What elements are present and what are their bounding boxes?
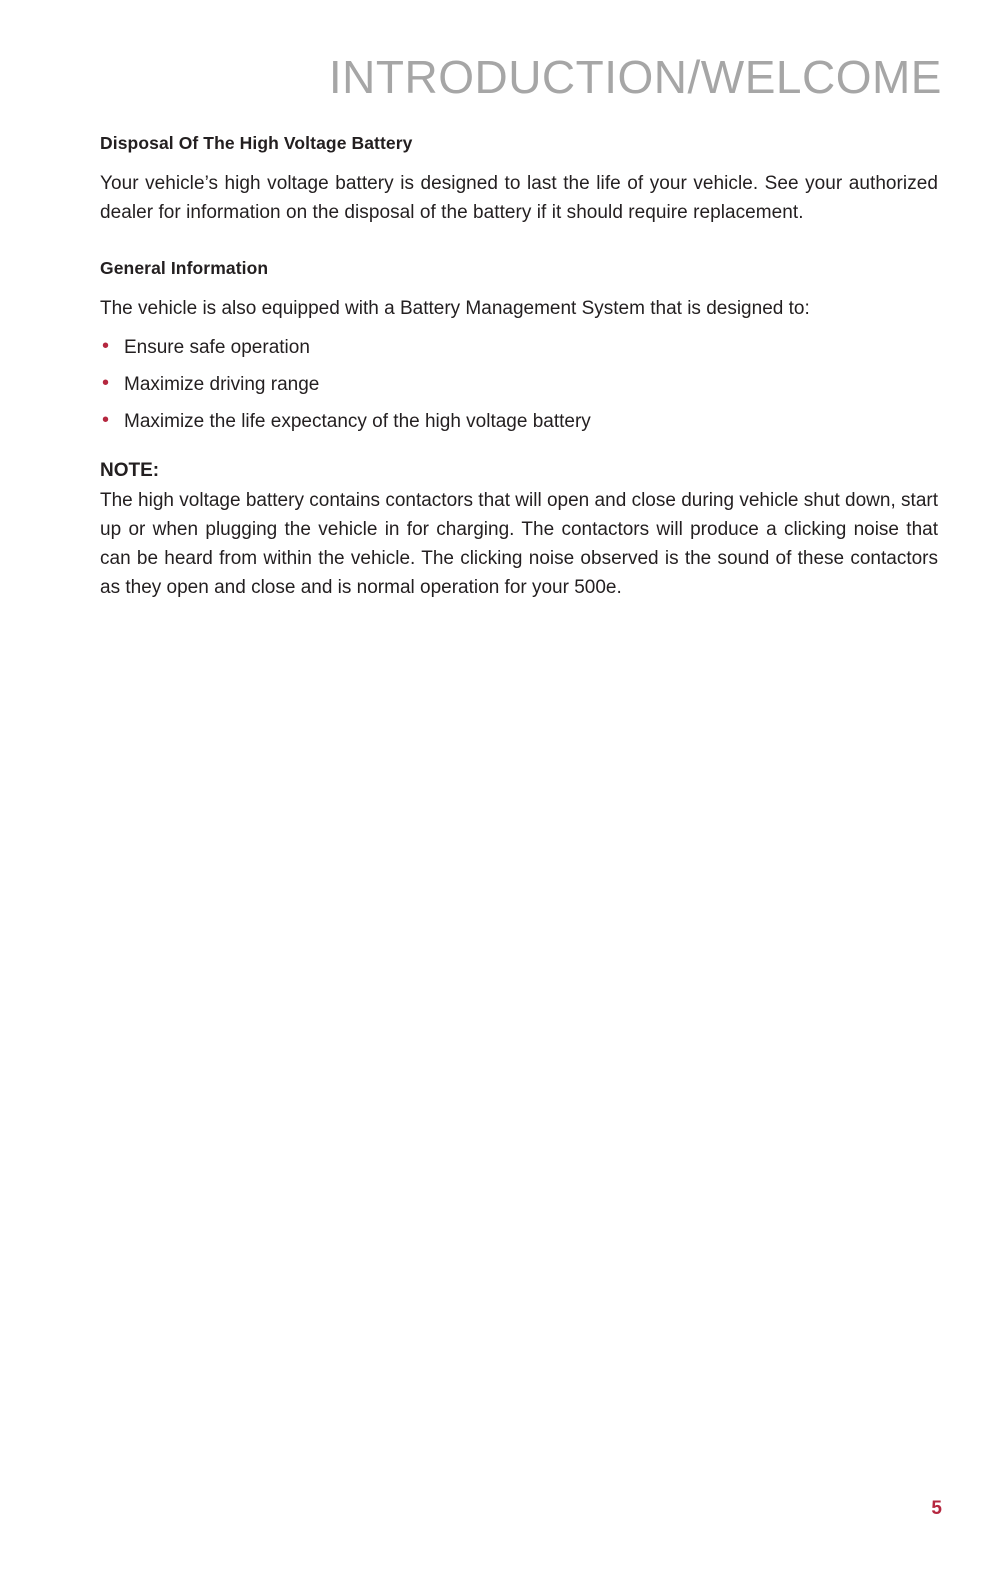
list-item-label: Maximize the life expectancy of the high voltage battery [124,410,591,432]
list-item-label: Maximize driving range [124,373,320,395]
section-paragraph-disposal: Your vehicle’s high voltage battery is designed to last the life of your vehicle. See your authorized dealer for information on the disposal of the battery if it should require replacement. [100,172,938,223]
list-item-label: Ensure safe operation [124,336,310,358]
page-number: 5 [931,1498,942,1519]
section-heading-general-information: General Information [100,257,269,278]
note-label: NOTE: [100,459,160,481]
list-item [100,407,938,436]
general-information-lead-in: The vehicle is also equipped with a Battery Management System that is designed to: [100,297,810,319]
note-body: The high voltage battery contains contactors that will open and close during vehicle shut down, start up or when plugging the vehicle in for charging. The contactors will produce a clicking noise that can be heard from within the vehicle. The clicking noise observed is the sound of these contactors as they open and close and is normal operation for your 500e. [100,489,938,598]
page-header-title: INTRODUCTION/WELCOME [328,51,942,103]
section-heading-disposal: Disposal Of The High Voltage Battery [100,133,413,153]
list-item [100,370,938,399]
page-content [100,132,938,602]
list-item [100,333,938,362]
general-information-bullet-list [100,333,938,436]
